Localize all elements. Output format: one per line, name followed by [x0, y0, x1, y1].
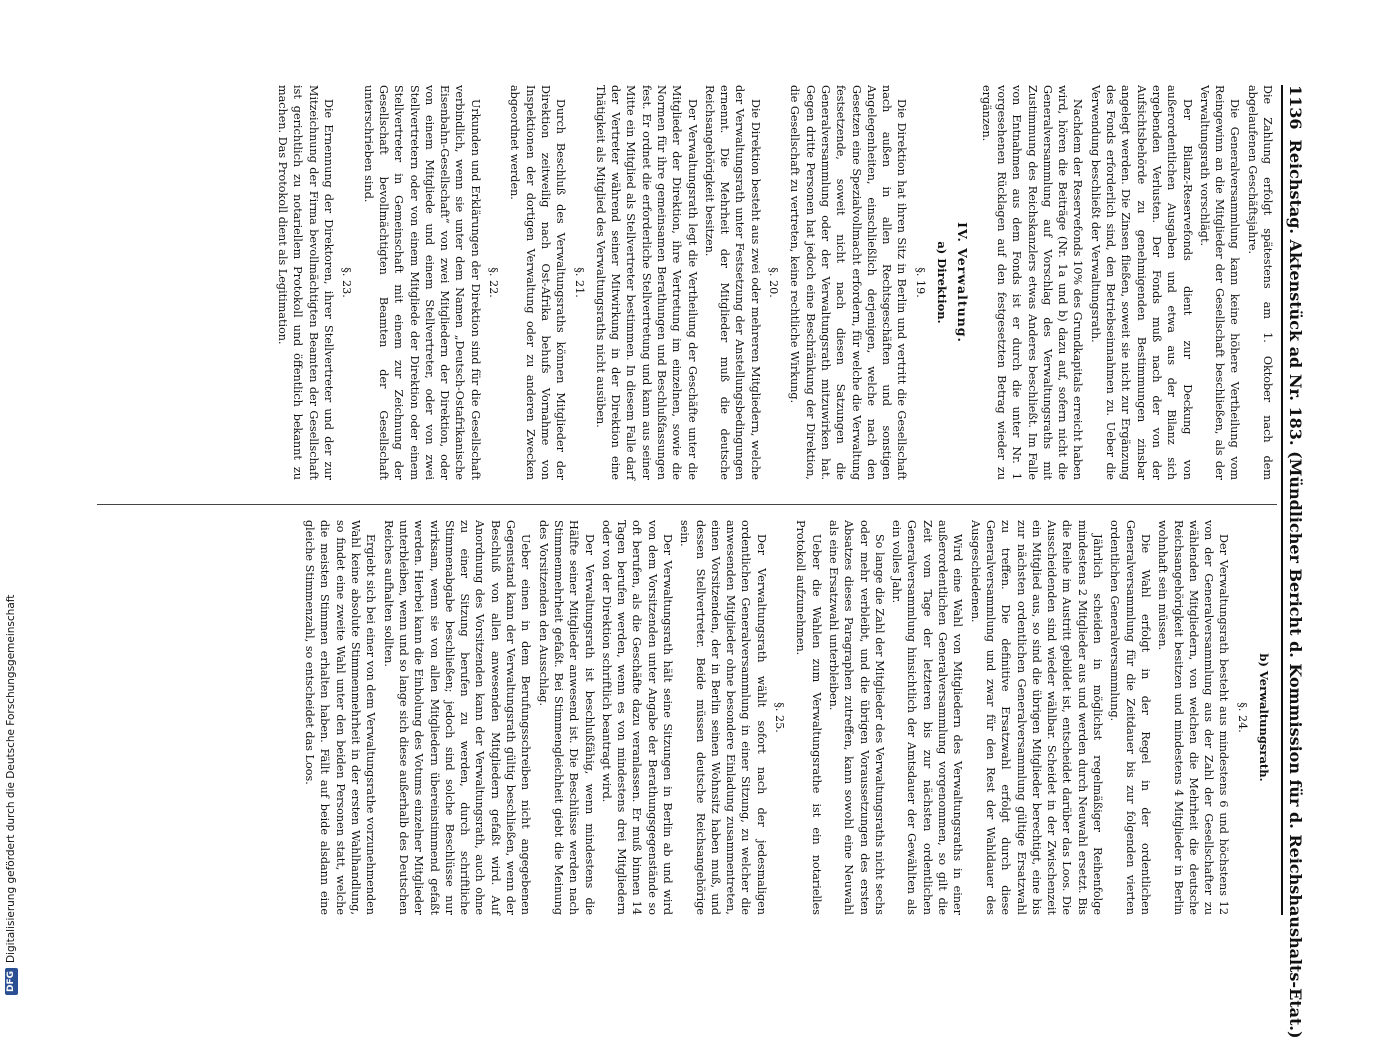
paragraph: Der Verwaltungsrath ist beschlußfähig, wenn mindestens die Hälfte seiner Mitglieder anwesend ist. Die Beschlüsse werden nach Stimmenmehrheit gefaßt. Bei Stimmengleichheit giebt die Meinung des Vorsitzenden den Ausschlag.	[536, 520, 596, 915]
paragraph: Ueber die Wahlen zum Verwaltungsrathe ist ein notarielles Protokoll aufzunehmen.	[794, 520, 823, 915]
paragraph: Der Verwaltungsrath besteht aus mindestens 6 und höchstens 12 von der Generalversammlung aus der Zahl der Gesellschafter zu wählenden Mitgliedern, von welchen die Mehrheit die deutsche Reichsangehörigkeit besitzen und mindestens 4 Mitglieder in Berlin wohnhaft sein müssen.	[1156, 520, 1231, 915]
digitization-strip	[1, 595, 21, 995]
section-heading-iv: IV. Verwaltung.	[955, 222, 971, 343]
paragraph: Die Wahl erfolgt in der Regel in der ordentlichen Generalversammlung für die Zeitdauer bis zur folgenden vierten ordentlichen Generalversammlung.	[1108, 520, 1152, 915]
right-column	[95, 520, 1275, 915]
paragraph: Wird eine Wahl von Mitgliedern des Verwaltungsraths in einer außerordentlichen Generalversammlung vorgenommen, so gilt die Zeit vom Tage der letzteren bis zur nächsten ordentlichen Generalversammlung hinsichtlich der Amtsdauer der Gewählten als ein volles Jahr.	[890, 520, 965, 915]
paragraph: So lange die Zahl der Mitglieder des Verwaltungsraths nicht sechs oder mehr verbleibt, und die übrigen Voraussetzungen des ersten Absatzes dieses Paragraphen zutreffen, kann sowohl eine Neuwahl als eine Ersatzwahl unterbleiben.	[826, 520, 886, 915]
paragraph-number-22: §. 22.	[487, 267, 501, 298]
paragraph: Der Verwaltungsrath wählt sofort nach der jedesmaligen ordentlichen Generalversammlung in einer Sitzung, zu welcher die anwesenden Mitglieder ohne besondere Einladung zusammentreten, einen Vorsitzenden, der in Berlin seinen Wohnsitz haben muß, und dessen Stellvertreter. Beide müssen deutsche Reichsangehörige sein.	[678, 520, 768, 915]
paragraph: Die Zahlung erfolgt spätestens am 1. Oktober nach dem abgelaufenen Geschäftsjahre.	[1245, 85, 1274, 480]
paragraph-number-25: §. 25.	[773, 702, 787, 733]
paragraph-number-20: §. 20.	[767, 267, 781, 298]
paragraph: Die Generalversammlung kann keine höhere Vertheilung vom Reingewinn an die Mitglieder der Gesellschaft beschließen, als der Verwaltungsrath vorschlägt.	[1197, 85, 1242, 480]
paragraph: Die Direktion besteht aus zwei oder mehreren Mitgliedern, welche der Verwaltungsrath unter Festsetzung der Anstellungsbedingungen ernennt. Die Mehrheit der Mitglieder muß die deutsche Reichsangehörigkeit besitzen.	[702, 85, 762, 480]
running-title: Reichstag. Aktenstück ad Nr. 183. (Mündlicher Bericht d. Kommission für d. Reichshaushalts-Etat.)	[1286, 139, 1305, 1039]
left-column	[95, 85, 1275, 480]
paragraph: Nachdem der Reservefonds 10% des Grundkapitals erreicht haben wird, hören die Beiträge (Nr. 1a und b) dazu auf, sofern nicht die Generalversammlung auf Vorschlag des Verwaltungsraths mit Zustimmung des Reichskanzlers etwas Anderes beschließt. Im Falle von Entnahmen aus dem Fonds ist er durch die unter Nr. 1 vorgesehenen Rücklagen auf den festgesetzten Betrag wieder zu ergänzen.	[979, 85, 1085, 480]
paragraph: Die Direktion hat ihren Sitz in Berlin und vertritt die Gesellschaft nach außen in allen Rechtsgeschäften und sonstigen Angelegenheiten, einschließlich derjenigen, welche nach den Gesetzen eine Spezialvollmacht erfordern, für welche die Verwaltung festsetzende, soweit nicht nach diesen Satzungen die Generalversammlung oder der Verwaltungsrath mitzuwirken hat. Gegen dritte Personen hat jedoch eine Beschränkung der Direktion, die Gesellschaft zu vertreten, keine rechtliche Wirkung.	[788, 85, 909, 480]
paragraph: Ergiebt sich bei einer von dem Verwaltungsrathe vorzunehmenden Wahl keine absolute Stimmenmehrheit in der ersten Wahlhandlung, so findet eine zweite Wahl unter den beiden Personen statt, welche die meisten Stimmen erhalten haben. Fällt auf beide alsdann eine gleiche Stimmenzahl, so entscheidet das Loos.	[303, 520, 378, 915]
paragraph: Der Bilanz-Reservefonds dient zur Deckung von außerordentlichen Ausgaben und etwa aus der Bilanz sich ergebenden Verlusten. Der Fonds muß nach der von der Aufsichtsbehörde zu genehmigenden Bestimmungen zinsbar angelegt werden. Die Zinsen fließen, soweit sie nicht zur Ergänzung des Fonds erforderlich sind, den Betriebseinnahmen zu. Ueber die Verwendung beschließt der Verwaltungsrath.	[1088, 85, 1194, 480]
paragraph-number-21: §. 21.	[572, 267, 586, 298]
paragraph: Der Verwaltungsrath legt die Vertheilung der Geschäfte unter die Mitglieder der Direktion, ihre Vertretung im einzelnen, sowie die Normen für ihre gemeinsamen Berathungen und Beschlußfassungen fest. Er ordnet die erforderliche Stellvertretung und kann aus seiner Mitte ein Mitglied als Stellvertreter bestimmen. In diesem Falle darf der Vertreter während seiner Mitwirkung in der Direktion eine Thätigkeit als Mitglied des Verwaltungsraths nicht ausüben.	[593, 85, 699, 480]
column-divider	[97, 504, 1277, 505]
paragraph: Die Ernennung der Direktoren, ihrer Stellvertreter und der zur Mitzeichnung der Firma bevollmächtigten Beamten der Gesellschaft ist gerichtlich zu notariellem Protokoll und öffentlich bekannt zu machen. Das Protokoll dient als Legitimation.	[276, 85, 336, 480]
page-header	[1281, 85, 1312, 1039]
subsection-heading-b: b) Verwaltungsrath.	[1257, 653, 1271, 782]
paragraph-number-19: §. 19.	[913, 267, 927, 298]
digitization-note	[1, 595, 21, 995]
paragraph: Urkunden und Erklärungen der Direktion sind für die Gesellschaft verbindlich, wenn sie unter dem Namen „Deutsch-Ostafrikanische Eisenbahn-Gesellschaft“ von zwei Mitgliedern der Direktion, oder von einem Mitgliede und einem Stellvertreter, oder von zwei Stellvertretern oder von einem Mitgliede der Direktion oder einem Stellvertreter in Gemeinschaft mit einem zur Zeichnung der Gesellschaft bevollmächtigten Beamten der Gesellschaft unterschrieben sind.	[361, 85, 482, 480]
digitization-credit: Digitalisierung gefördert durch die Deutsche Forschungsgemeinschaft	[5, 594, 17, 963]
paragraph-number-23: §. 23.	[340, 267, 354, 298]
paragraph-number-24: §. 24.	[1235, 702, 1249, 733]
dfg-logo-icon: DFG	[5, 968, 18, 995]
paragraph: Jährlich scheiden in möglichst regelmäßiger Reihenfolge mindestens 2 Mitglieder aus und werden durch Neuwahl ersetzt. Bis die Reihe im Austritt gebildet ist, entscheidet darüber das Loos. Die Ausscheidenden sind wieder wählbar. Scheidet in der Zwischenzeit ein Mitglied aus, so sind die übrigen Mitglieder berechtigt, eine bis zur nächsten ordentlichen Generalversammlung gültige Ersatzwahl zu treffen. Die definitive Ersatzwahl erfolgt durch diese Generalversammlung und zwar für den Rest der Wahldauer des Ausgeschiedenen.	[968, 520, 1105, 915]
paragraph: Ueber einen in dem Berufungsschreiben nicht angegebenen Gegenstand kann der Verwaltungsrath gültig beschließen, wenn der Beschluß von allen anwesenden Mitgliedern gefaßt wird. Auf Anordnung des Vorsitzenden kann der Verwaltungsrath, auch ohne zu einer Sitzung berufen zu werden, durch schriftliche Stimmenabgabe beschließen; jedoch sind solche Beschlüsse nur wirksam, wenn sie von allen Mitgliedern übereinstimmend gefaßt werden. Hierbei kann die Einholung des Votums einzelner Mitglieder unterbleiben, wenn und so lange sich diese außerhalb des Deutschen Reiches aufhalten sollten.	[381, 520, 533, 915]
paragraph: Durch Beschluß des Verwaltungsraths können Mitglieder der Direktion zeitweilig nach Ost-Afrika behufs Vornahme von Inspektionen der dortigen Verwaltung oder zu anderen Zwecken abgeordnet werden.	[508, 85, 568, 480]
subsection-heading-a: a) Direktion.	[935, 241, 950, 324]
page-number: 1136	[1286, 85, 1305, 130]
paragraph: Der Verwaltungsrath hält seine Sitzungen in Berlin ab und wird von dem Vorsitzenden unter Angabe der Berathungsgegenstände so oft berufen, als die Geschäfte dazu veranlassen. Er muß binnen 14 Tagen berufen werden, wenn es von mindestens drei Mitgliedern oder von der Direktion schriftlich beantragt wird.	[599, 520, 675, 915]
